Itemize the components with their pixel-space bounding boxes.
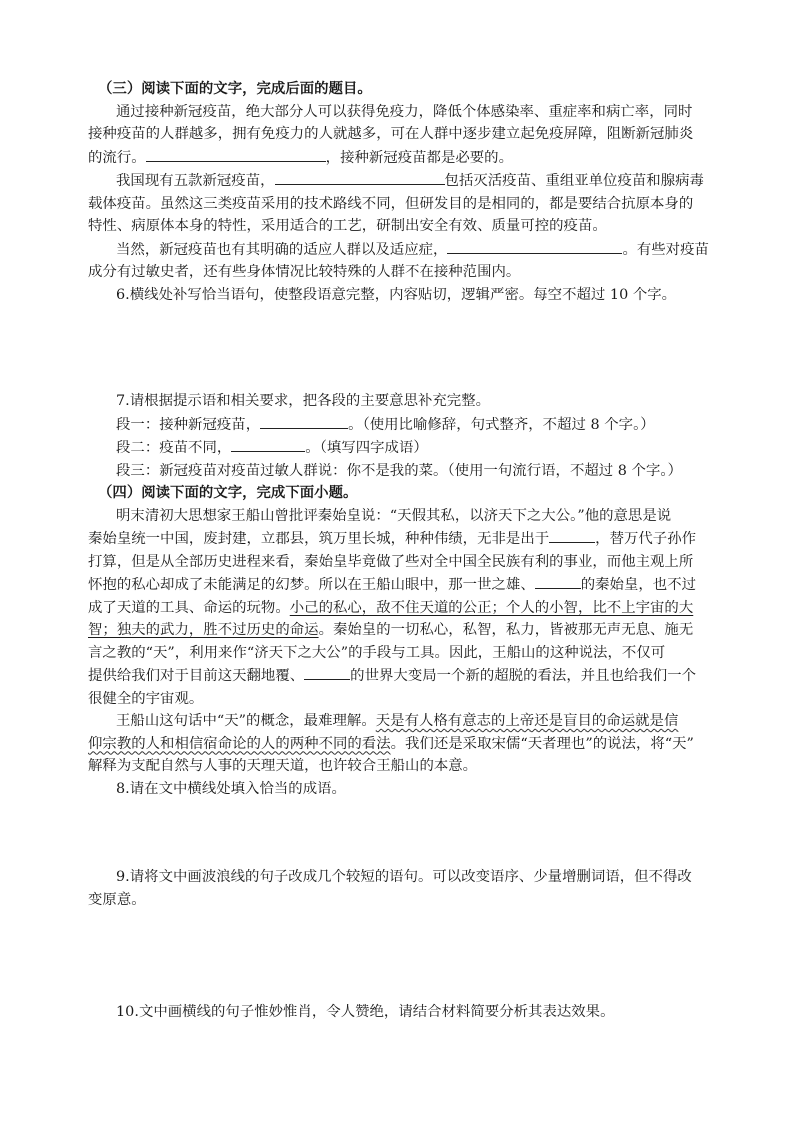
question-9-line1: 9.请将文中画波浪线的句子改成几个较短的语句。可以改变语序、少量增删词语，但不得改: [116, 869, 692, 885]
answer-blank-8-3[interactable]: [304, 664, 350, 680]
s4-p1-line1: 明末清初大思想家王船山曾批评秦始皇说：“天假其私，以济天下之大公。”他的意思是说: [116, 507, 672, 524]
s4-p1-line6-text-b: 。秦始皇的一切私心，私智，私力，皆被那无声无息、施无: [318, 622, 694, 638]
s4-p1-line5: [88, 597, 734, 620]
s3-p1-line3-text-a: 的流行。: [88, 149, 146, 166]
answer-space-8[interactable]: [88, 800, 734, 866]
wavy-sentence-part2: 仰宗教的人和相信宿命论的人的两种不同的看法: [88, 735, 391, 752]
worksheet-page: [88, 78, 734, 1098]
underlined-sentence-part2: 智；独夫的武力，胜不过历史的命运: [88, 622, 319, 638]
s3-p2-line3: 特性、病原体本身的特性，采用适合的工艺，研制出安全有效、质量可控的疫苗。: [88, 218, 607, 234]
s4-p2-line2-text-b: 。我们还是采取宋儒“天者理也”的说法，将“天”: [390, 735, 694, 752]
s4-p1-line2: [88, 527, 734, 551]
s4-p2-line1: [88, 710, 734, 733]
answer-blank-3[interactable]: [447, 238, 622, 254]
q7-para1-text-b: 。（使用比喻修辞，句式整齐，不超过 8 个字。）: [348, 416, 655, 433]
section3-heading: （三）阅读下面的文字，完成后面的题目。: [98, 80, 372, 97]
question-8: 8.请在文中横线处填入恰当的成语。: [116, 780, 346, 797]
s3-p3-line1-text-b: 。有些对疫苗: [622, 241, 709, 258]
q7-para2-text-a: 段二：疫苗不同，: [116, 440, 232, 456]
s3-p3-line2: 成分有过敏史者，还有些身体情况比较特殊的人群不在接种范围内。: [88, 264, 521, 280]
s3-p3-line1: [88, 238, 734, 262]
answer-blank-7-2[interactable]: [231, 436, 305, 452]
s3-p2-line2: 载体疫苗。虽然这三类疫苗采用的技术路线不同，但研发目的是相同的，都是要结合抗原本身的: [88, 195, 694, 212]
s4-p1-line8-text-a: 提供给我们对于目前这天翻地覆、: [88, 668, 305, 684]
answer-blank-8-1[interactable]: [549, 527, 595, 543]
s4-p2-line1-text-a: 王船山这句话中“天”的概念，最难理解。: [116, 713, 376, 729]
question-10: 10.文中画横线的句子惟妙惟肖，令人赞绝，请结合材料简要分析其表达效果。: [116, 1004, 615, 1020]
question-6: 6.横线处补写恰当语句，使整段语意完整，内容贴切，逻辑严密。每空不超过 10 个字。: [116, 286, 677, 303]
s3-p2-line1-text-b: 包括灭活疫苗、重组亚单位疫苗和腺病毒: [444, 173, 704, 189]
s3-p1-line1: 通过接种新冠疫苗，绝大部分人可以获得免疫力，降低个体感染率、重症率和病亡率，同时: [116, 103, 693, 120]
s4-p1-line4: [88, 573, 734, 597]
s4-p1-line7: 言之教的“天”，利用来作“济天下之大公”的手段与工具。因此，王船山的这种说法，不仅可: [88, 644, 666, 661]
section4-heading: （四）阅读下面的文字，完成下面小题。: [98, 484, 358, 501]
answer-space-6[interactable]: [88, 306, 734, 390]
s4-p1-line3: 打算，但是从全部历史进程来看，秦始皇毕竟做了些对全中国全民族有利的事业，而他主观上所: [88, 553, 694, 570]
answer-space-9[interactable]: [88, 911, 734, 1001]
s4-p1-line8: [88, 664, 734, 688]
s4-p1-line4-text-a: 怀抱的私心却成了未能满足的幻梦。所以在王船山眼中，那一世之雄、: [88, 577, 535, 593]
s4-p1-line9: 很健全的宇宙观。: [88, 690, 204, 707]
answer-blank-7-1[interactable]: [260, 413, 348, 429]
s3-p2-line1-text-a: 我国现有五款新冠疫苗，: [116, 173, 275, 189]
s4-p2-line3: 解释为支配自然与人事的天理天道，也许较合王船山的本意。: [88, 758, 478, 774]
question-9-line2: 变原意。: [88, 891, 146, 908]
s3-p1-line3: [88, 146, 734, 170]
s3-p1-line2: 接种疫苗的人群越多，拥有免疫力的人就越多，可在人群中逐步建立起免疫屏障，阻断新冠肺炎: [88, 126, 694, 142]
q7-para1-text-a: 段一：接种新冠疫苗，: [116, 416, 261, 433]
s4-p1-line6: [88, 619, 734, 642]
question-7-para3: 段三：新冠疫苗对疫苗过敏人群说：你不是我的菜。（使用一句流行语，不超过 8 个字。）: [116, 462, 682, 479]
s4-p1-line5-text-a: 成了天道的工具、命运的玩物。: [88, 599, 290, 616]
answer-blank-8-2[interactable]: [535, 573, 581, 589]
question-7-para2: [88, 436, 734, 460]
question-7-para1: [88, 413, 734, 437]
answer-blank-1[interactable]: [146, 146, 326, 162]
s3-p3-line1-text-a: 当然，新冠疫苗也有其明确的适应人群以及适应症，: [116, 241, 448, 258]
s4-p2-line2: [88, 733, 734, 756]
q7-para2-text-b: 。（填写四字成语）: [305, 440, 428, 456]
answer-blank-2[interactable]: [275, 169, 445, 185]
question-7-stem: 7.请根据提示语和相关要求，把各段的主要意思补充完整。: [116, 393, 491, 409]
answer-space-10[interactable]: [88, 1024, 734, 1098]
s4-p1-line2-text-b: ，替万代子孙作: [595, 531, 697, 547]
underlined-sentence-part1: 小己的私心，敌不住天道的公正；个人的小智，比不上宇宙的大: [289, 599, 694, 616]
s3-p1-line3-text-b: ，接种新冠疫苗都是必要的。: [325, 149, 513, 166]
s4-p1-line4-text-b: 的秦始皇，也不过: [580, 577, 697, 593]
s4-p1-line8-text-b: 的世界大变局一个新的超脱的看法，并且也给我们一个: [350, 668, 697, 684]
s3-p2-line1: [88, 169, 734, 193]
wavy-sentence-part1: 天是有人格有意志的上帝还是盲目的命运就是信: [375, 713, 679, 729]
s4-p1-line2-text-a: 秦始皇统一中国，废封建，立郡县，筑万里长城，种种伟绩，无非是出于: [88, 531, 550, 547]
